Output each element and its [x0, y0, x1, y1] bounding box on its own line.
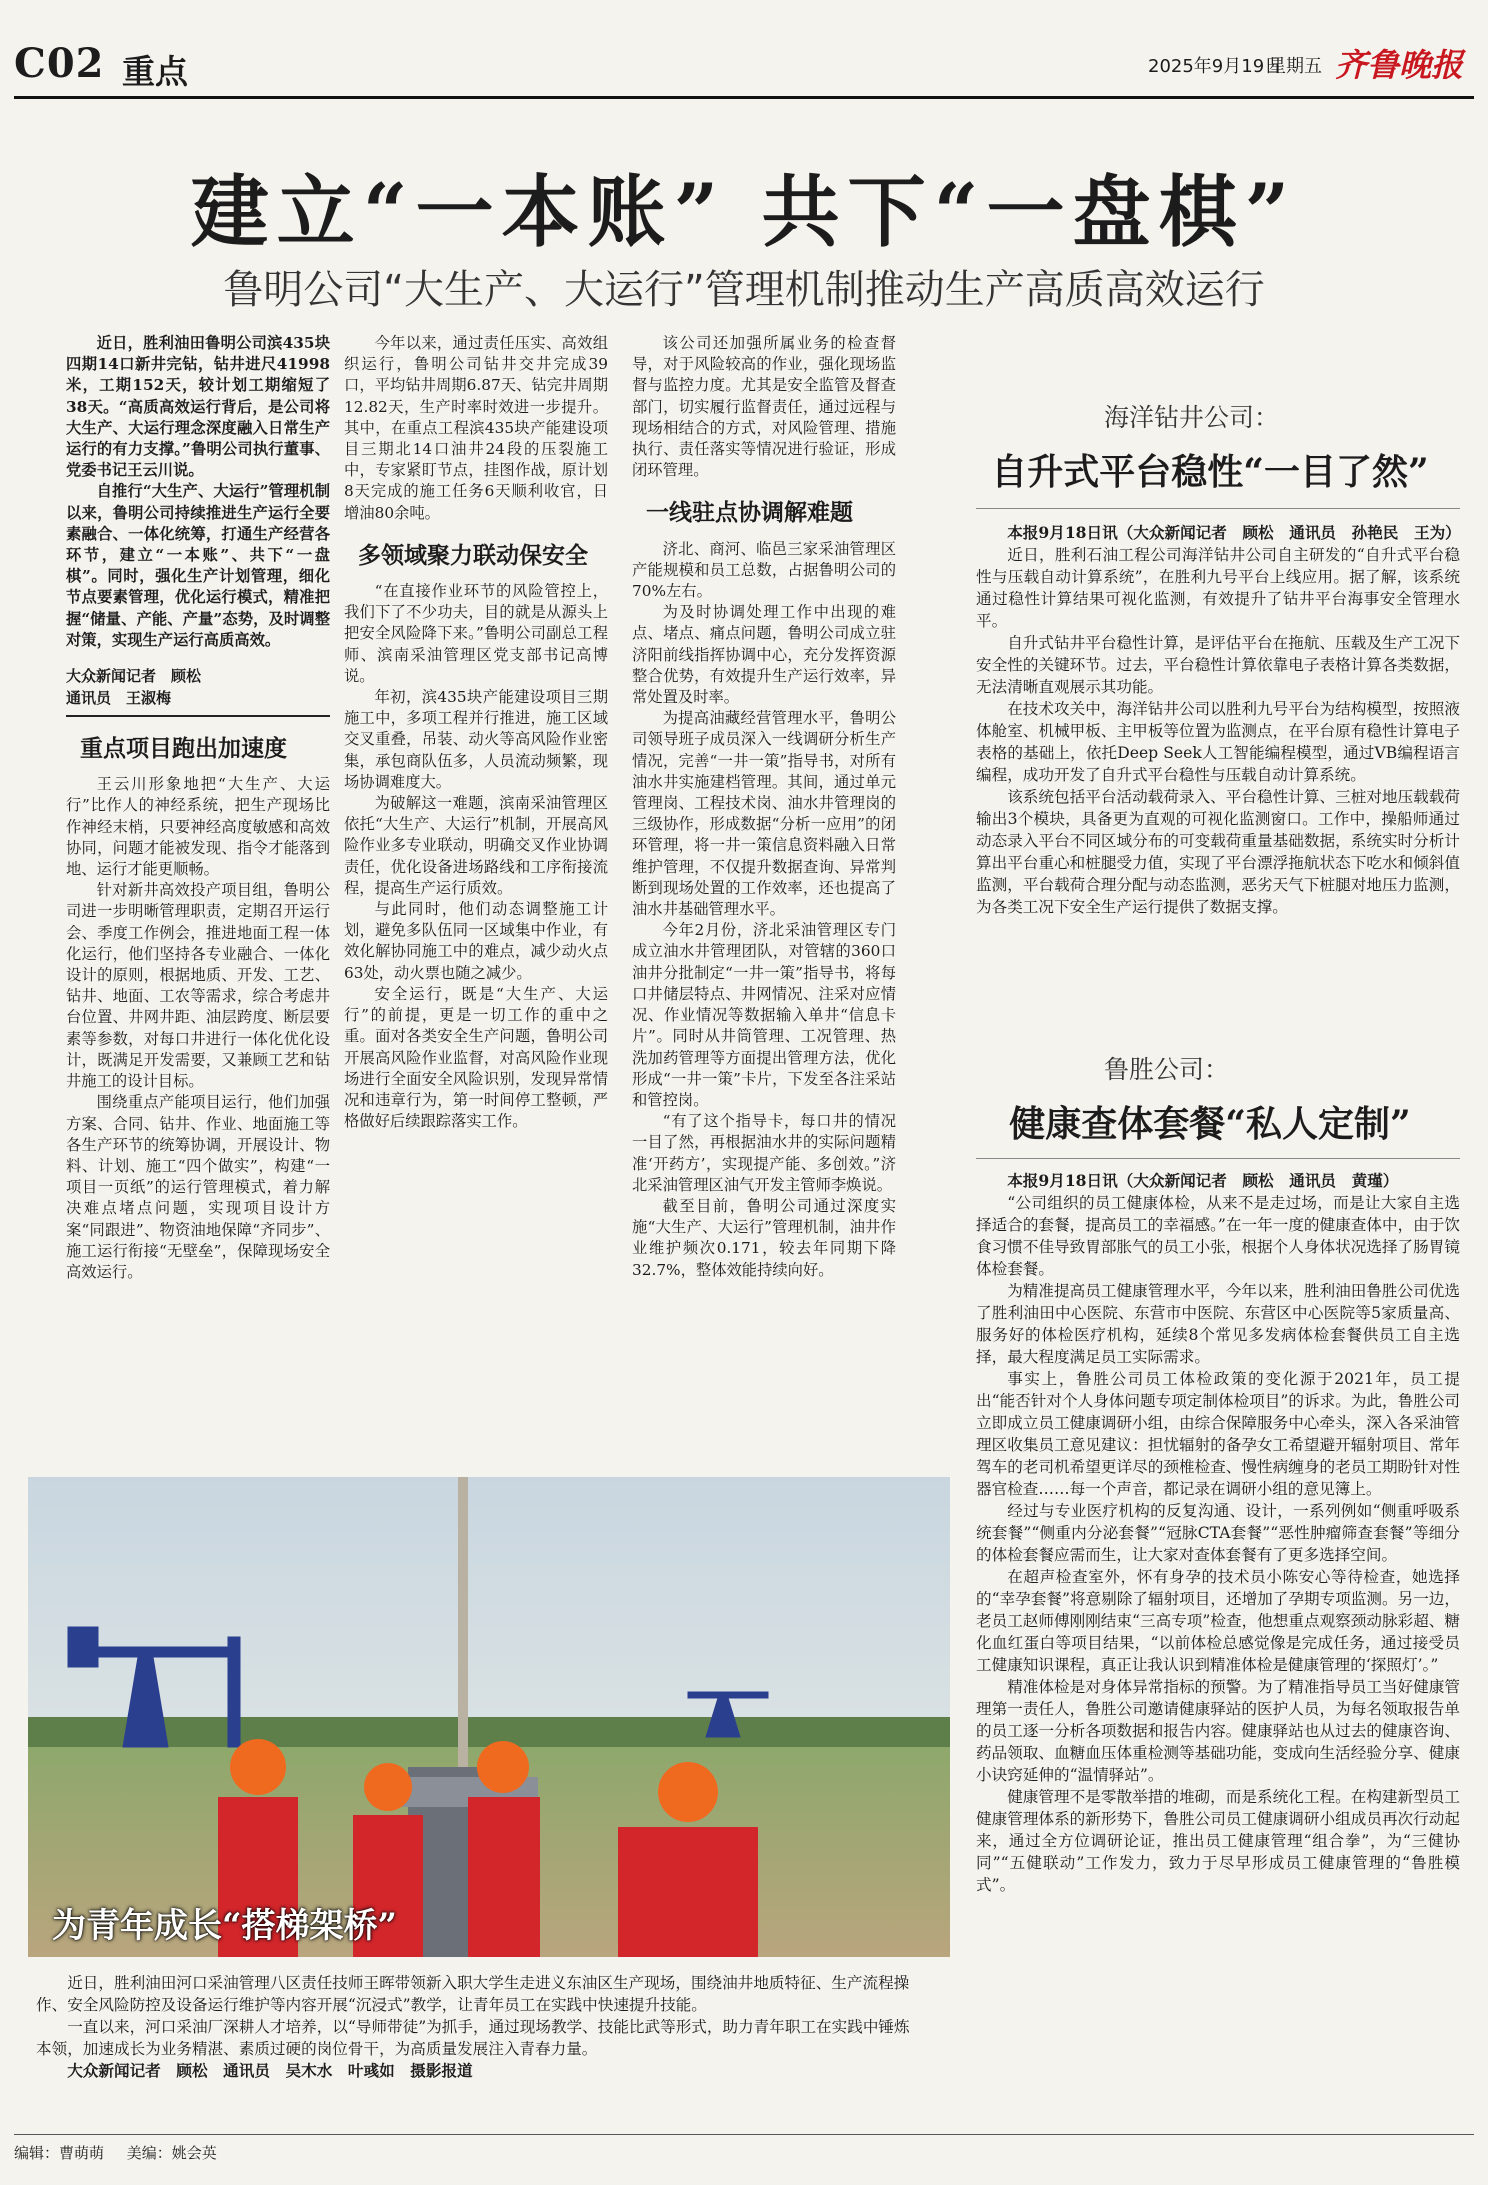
- main-headline: 建立“一本账” 共下“一盘棋”: [190, 167, 1298, 258]
- story-label: 鲁胜公司：: [1104, 1055, 1230, 1084]
- paragraph: 针对新井高效投产项目组，鲁明公司进一步明晰管理职责，定期召开运行会、季度工作例会，推进地面工程一体化运行，他们坚持各专业融合、一体化设计的原则，根据地质、开发、工艺、钻井、地面、工农等需求，综合考虑井台位置、井网井距、油层跨度、断层要素等参数，对每口井进行一体化优化设计，既满足开发需要，又兼顾工艺和钻井施工的设计目标。: [66, 881, 330, 1091]
- paragraph: 自升式钻井平台稳性计算，是评估平台在拖航、压载及生产工况下安全性的关键环节。过去，平台稳性计算依靠电子表格计算各类数据，无法清晰直观展示其功能。: [976, 634, 1460, 696]
- issue-date: 2025年9月19日: [1148, 56, 1283, 77]
- paragraph: 与此同时，他们动态调整施工计划，避免多队伍同一区域集中作业，有效化解协同施工中的难点，减少动火点63处，动火票也随之减少。: [344, 900, 608, 982]
- paragraph: “公司组织的员工健康体检，从来不是走过场，而是让大家自主选择适合的套餐，提高员工的幸福感。”在一年一度的健康查体中，由于饮食习惯不佳导致胃部胀气的员工小张，根据个人身体状况选择了肠胃镜体检套餐。: [976, 1194, 1460, 1278]
- story-column: [976, 522, 1460, 918]
- article-column-3: [632, 333, 896, 1281]
- section-heading: 多领域聚力联动保安全: [358, 542, 588, 569]
- story-byline: 本报9月18日讯（大众新闻记者 顾松 通讯员 孙艳民 王为）: [1007, 523, 1461, 542]
- paragraph: 为破解这一难题，滨南采油管理区依托“大生产、大运行”机制，开展高风险作业多专业联动，明确交叉作业协调责任，优化设备进场路线和工序衔接流程，提高生产运行质效。: [344, 794, 608, 897]
- story-title: 自升式平台稳性“一目了然”: [991, 451, 1429, 493]
- article-column-1: [66, 333, 330, 1283]
- page-number: C02: [14, 40, 105, 87]
- paragraph: 年初，滨435块产能建设项目三期施工中，多项工程并行推进，施工区域交叉重叠，吊装、动火等高风险作业密集，承包商队伍多，人员流动频繁，现场协调难度大。: [344, 688, 608, 791]
- paragraph: 该系统包括平台活动载荷录入、平台稳性计算、三桩对地压载载荷输出3个模块，具备更为直观的可视化监测窗口。工作中，操船师通过动态录入平台不同区域分布的可变载荷重量基础数据，系统实时分析计算出平台重心和桩腿受力值，实现了平台漂浮拖航状态下吃水和倾斜值监测，平台载荷合理分配与动态监测，恶劣天气下桩腿对地压力监测，为各类工况下安全生产运行提供了数据支撑。: [976, 788, 1460, 916]
- paragraph: 王云川形象地把“大生产、大运行”比作人的神经系统，把生产现场比作神经末梢，只要神经高度敏感和高效协同，问题才能被发现、指令才能落到地、运行才能更顺畅。: [66, 775, 330, 879]
- header-rule: [14, 96, 1474, 99]
- paragraph: 今年2月份，济北采油管理区专门成立油水井管理团队，对管辖的360口油井分批制定“一井一策”指导书，将每口井储层特点、井网情况、注采对应情况、作业情况等数据输入单井“信息卡片”。同时从井筒管理、工况管理、热洗加药管理等方面提出管理方法，优化形成“一井一策”卡片，下发至各注采站和管控岗。: [632, 921, 896, 1109]
- paragraph: 安全运行，既是“大生产、大运行”的前提，更是一切工作的重中之重。面对各类安全生产问题，鲁明公司开展高风险作业监督，对高风险作业现场进行全面安全风险识别，发现异常情况和违章行为，第一时间停工整顿，严格做好后续跟踪落实工作。: [344, 984, 608, 1131]
- story-byline: 本报9月18日讯（大众新闻记者 顾松 通讯员 黄瑾）: [1007, 1171, 1399, 1190]
- footer-credits: [14, 2142, 217, 2163]
- divider: [976, 508, 1460, 509]
- article-column-2: [344, 333, 608, 1132]
- paragraph: 事实上，鲁胜公司员工体检政策的变化源于2021年，员工提出“能否针对个人身体问题专项定制体检项目”的诉求。为此，鲁胜公司立即成立员工健康调研小组，由综合保障服务中心牵头，深入各采油管理区收集员工意见建议：担忧辐射的备孕女工希望避开辐射项目、常年驾车的老司机希望更详尽的颈椎检查、慢性病缠身的老员工期盼针对性器官检查……每一个声音，都记录在调研小组的意见簿上。: [976, 1370, 1460, 1498]
- divider: [976, 1158, 1460, 1159]
- paragraph: 近日，胜利石油工程公司海洋钻井公司自主研发的“自升式平台稳性与压载自动计算系统”，在胜利九号平台上线应用。据了解，该系统通过稳性计算结果可视化监测，有效提升了钻井平台海事安全管理水平。: [976, 546, 1460, 630]
- story-column: [976, 1170, 1460, 1896]
- issue-weekday: 星期五: [1268, 56, 1322, 77]
- paragraph: 为及时协调处理工作中出现的难点、堵点、痛点问题，鲁明公司成立驻济阳前线指挥协调中心，充分发挥资源整合优势，有效提升生产运行效率，异常处置及时率。: [632, 603, 896, 707]
- newspaper-logo: 齐鲁晚报: [1335, 46, 1464, 84]
- photo-caption: [36, 1972, 916, 2082]
- paragraph: 今年以来，通过责任压实、高效组织运行，鲁明公司钻井交井完成39口，平均钻井周期6.87天、钻完井周期12.82天，生产时率时效进一步提升。其中，在重点工程滨435块产能建设项目三期北14口油井24段的压裂施工中，专家紧盯节点，挂图作战，原计划8天完成的施工任务6天顺利收官，日增油80余吨。: [344, 334, 608, 522]
- lead-paragraph: 自推行“大生产、大运行”管理机制以来，鲁明公司持续推进生产运行全要素融合、一体化统筹，打通生产经营各环节，建立“一本账”、共下“一盘棋”。同时，强化生产计划管理，细化节点要素管理，优化运行模式，精准把握“储量、产能、产量”态势，及时调整对策，实现生产运行高质高效。: [66, 482, 330, 649]
- paragraph: 精准体检是对身体异常指标的预警。为了精准指导员工当好健康管理第一责任人，鲁胜公司邀请健康驿站的医护人员，为每名领取报告单的员工逐一分析各项数据和报告内容。健康驿站也从过去的健康咨询、药品领取、血糖血压体重检测等基础功能，变成向生活经验分享、健康小诀窍延伸的“温情驿站”。: [976, 1678, 1460, 1784]
- paragraph: 经过与专业医疗机构的反复沟通、设计，一系列例如“侧重呼吸系统套餐”“侧重内分泌套餐”“冠脉CTA套餐”“恶性肿瘤筛查套餐”等细分的体检套餐应需而生，让大家对查体套餐有了更多选择空间。: [976, 1502, 1460, 1564]
- editor-credit: 编辑：曹萌萌: [14, 2144, 105, 2162]
- paragraph: 截至目前，鲁明公司通过深度实施“大生产、大运行”管理机制，油井作业维护频次0.171，较去年同期下降32.7%，整体效能持续向好。: [632, 1196, 896, 1279]
- section-name: 重点: [122, 52, 188, 91]
- paragraph: “在直接作业环节的风险管控上，我们下了不少功夫，目的就是从源头上把安全风险降下来。”鲁明公司副总工程师、滨南采油管理区党支部书记高博说。: [344, 582, 608, 685]
- paragraph: 围绕重点产能项目运行，他们加强方案、合同、钻井、作业、地面施工等各生产环节的统筹协调，开展设计、物料、计划、施工“四个做实”，构建“一项目一页纸”的运行管理模式，着力解决难点堵点问题，实现项目设计方案“同跟进”、物资油地保障“齐同步”、施工运行衔接“无壁垒”，保障现场安全高效运行。: [66, 1093, 330, 1281]
- photo-credit: 大众新闻记者 顾松 通讯员 吴木水 叶彧如 摄影报道: [67, 2062, 473, 2080]
- caption-paragraph: 近日，胜利油田河口采油管理八区责任技师王晖带领新入职大学生走进义东油区生产现场，围绕油井地质特征、生产流程操作、安全风险防控及设备运行维护等内容开展“沉浸式”教学，让青年员工在实践中快速提升技能。: [36, 1974, 910, 2014]
- designer-credit: 美编：姚会英: [126, 2144, 217, 2162]
- paragraph: 为精准提高员工健康管理水平，今年以来，胜利油田鲁胜公司优选了胜利油田中心医院、东营市中医院、东营区中心医院等5家质量高、服务好的体检医疗机构，延续8个常见多发病体检套餐供员工自主选择，最大程度满足员工实际需求。: [976, 1282, 1460, 1366]
- story-title: 健康查体套餐“私人定制”: [1009, 1103, 1411, 1145]
- footer-rule: [14, 2134, 1474, 2135]
- byline: 大众新闻记者 顾松 通讯员 王淑梅: [66, 667, 202, 708]
- section-heading: 一线驻点协调解难题: [646, 500, 853, 527]
- lead-paragraph: 近日，胜利油田鲁明公司滨435块四期14口新井完钻，钻井进尺41998米，工期152天，较计划工期缩短了38天。“高质高效运行背后，是公司将大生产、大运行理念深度融入日常生产运行的有力支撑。”鲁明公司执行董事、党委书记王云川说。: [66, 334, 330, 480]
- paragraph: 济北、商河、临邑三家采油管理区产能规模和员工总数，占据鲁明公司的70%左右。: [632, 539, 896, 601]
- divider: [66, 715, 330, 717]
- paragraph: 健康管理不是零散举措的堆砌，而是系统化工程。在构建新型员工健康管理体系的新形势下，鲁胜公司员工健康调研小组成员再次行动起来，通过全方位调研论证，推出员工健康管理“组合拳”，为“三健协同”“五健联动”工作发力，致力于尽早形成员工健康管理的“鲁胜模式”。: [976, 1788, 1460, 1894]
- caption-paragraph: 一直以来，河口采油厂深耕人才培养，以“导师带徒”为抓手，通过现场教学、技能比武等形式，助力青年职工在实践中锤炼本领，加速成长为业务精湛、素质过硬的岗位骨干，为高质量发展注入青春力量。: [36, 2018, 910, 2058]
- paragraph: 在技术攻关中，海洋钻井公司以胜利九号平台为结构模型，按照液体舱室、机械甲板、主甲板等位置为监测点，在平台原有稳性计算电子表格的基础上，依托Deep Seek人工智能编程模型，通过VB编程语言编程，成功开发了自升式平台稳性与压载自动计算系统。: [976, 700, 1460, 784]
- photo-title: 为青年成长“搭梯架桥”: [52, 1906, 398, 1946]
- news-photo: [28, 1477, 950, 1957]
- paragraph: 在超声检查室外，怀有身孕的技术员小陈安心等待检查，她选择的“幸孕套餐”将意剔除了辐射项目，还增加了孕期专项监测。另一边，老员工赵师傅刚刚结束“三高专项”检查，他想重点观察颈动脉彩超、糖化血红蛋白等项目结果，“以前体检总感觉像是完成任务，通过接受员工健康知识课程，真正让我认识到精准体检是健康管理的‘探照灯’。”: [976, 1568, 1460, 1674]
- story-label: 海洋钻井公司：: [1104, 403, 1280, 432]
- paragraph: 为提高油藏经营管理水平，鲁明公司领导班子成员深入一线调研分析生产情况，完善“一井一策”指导书，对所有油水井实施建档管理。其间，通过单元管理岗、工程技术岗、油水井管理岗的三级协作，形成数据“分析一应用”的闭环管理，将一井一策信息资料融入日常维护管理，不仅提升数据查询、异常判断到现场处置的工作效率，还也提高了油水井基础管理水平。: [632, 709, 896, 919]
- sub-headline: 鲁明公司“大生产、大运行”管理机制推动生产高质高效运行: [223, 267, 1265, 313]
- section-heading: 重点项目跑出加速度: [80, 736, 287, 763]
- paragraph: “有了这个指导卡，每口井的情况一目了然，再根据油水井的实际问题精准‘开药方’，实现提产能、多创效。”济北采油管理区油气开发主管师李焕说。: [632, 1112, 896, 1194]
- paragraph: 该公司还加强所属业务的检查督导，对于风险较高的作业，强化现场监督与监控力度。尤其是安全监管及督查部门，切实履行监督责任，通过远程与现场相结合的方式，对风险管理、措施执行、责任落实等情况进行验证，形成闭环管理。: [632, 334, 896, 480]
